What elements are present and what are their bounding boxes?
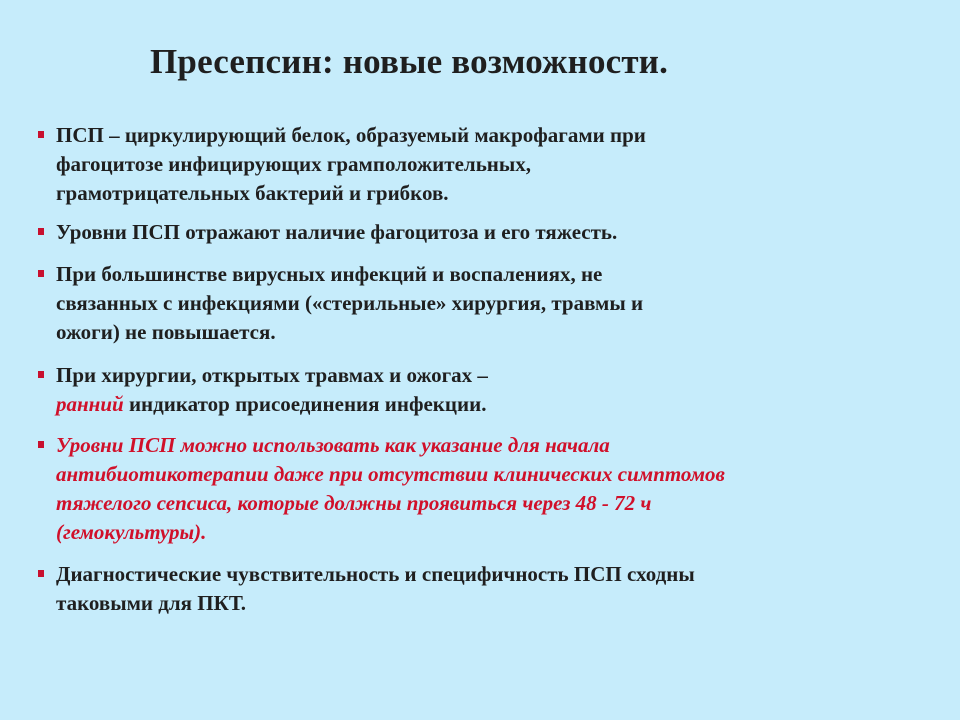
bullet-item-1 <box>38 121 918 208</box>
bullet-marker-icon <box>38 570 44 577</box>
emphasis-text: ранний <box>56 392 124 416</box>
bullet-text-line: Диагностические чувствительность и специфичность ПСП сходны <box>56 562 695 586</box>
bullet-text-line: (гемокультуры). <box>56 520 207 544</box>
bullet-marker-icon <box>38 270 44 277</box>
bullet-text-line: Уровни ПСП отражают наличие фагоцитоза и его тяжесть. <box>56 220 618 244</box>
bullet-item-4 <box>38 361 918 419</box>
bullet-item-5 <box>38 431 918 547</box>
slide-title: Пресепсин: новые возможности. <box>150 42 669 81</box>
bullet-text-line: грамотрицательных бактерий и грибков. <box>56 181 449 205</box>
bullet-item-2 <box>38 218 918 247</box>
bullet-text-line: фагоцитозе инфицирующих грамположительных, <box>56 152 532 176</box>
bullet-text-line: Уровни ПСП можно использовать как указание для начала <box>56 433 610 457</box>
bullet-text-line: таковыми для ПКТ. <box>56 591 246 615</box>
bullet-marker-icon <box>38 441 44 448</box>
bullet-text-line: ожоги) не повышается. <box>56 320 276 344</box>
bullet-marker-icon <box>38 371 44 378</box>
bullet-text-line: При большинстве вирусных инфекций и воспалениях, не <box>56 262 603 286</box>
bullet-text-rest: индикатор присоединения инфекции. <box>123 392 487 416</box>
bullet-text-line: При хирургии, открытых травмах и ожогах – <box>56 363 488 387</box>
bullet-text-line: ПСП – циркулирующий белок, образуемый макрофагами при <box>56 123 646 147</box>
bullet-item-3 <box>38 260 918 347</box>
bullet-text-line: связанных с инфекциями («стерильные» хирургия, травмы и <box>56 291 644 315</box>
bullet-marker-icon <box>38 131 44 138</box>
bullet-item-6 <box>38 560 918 618</box>
bullet-text-line <box>56 390 918 419</box>
bullet-list <box>38 121 918 618</box>
bullet-marker-icon <box>38 228 44 235</box>
bullet-text-line: антибиотикотерапии даже при отсутствии клинических симптомов <box>56 462 725 486</box>
bullet-text-line: тяжелого сепсиса, которые должны проявиться через 48 - 72 ч <box>56 491 652 515</box>
